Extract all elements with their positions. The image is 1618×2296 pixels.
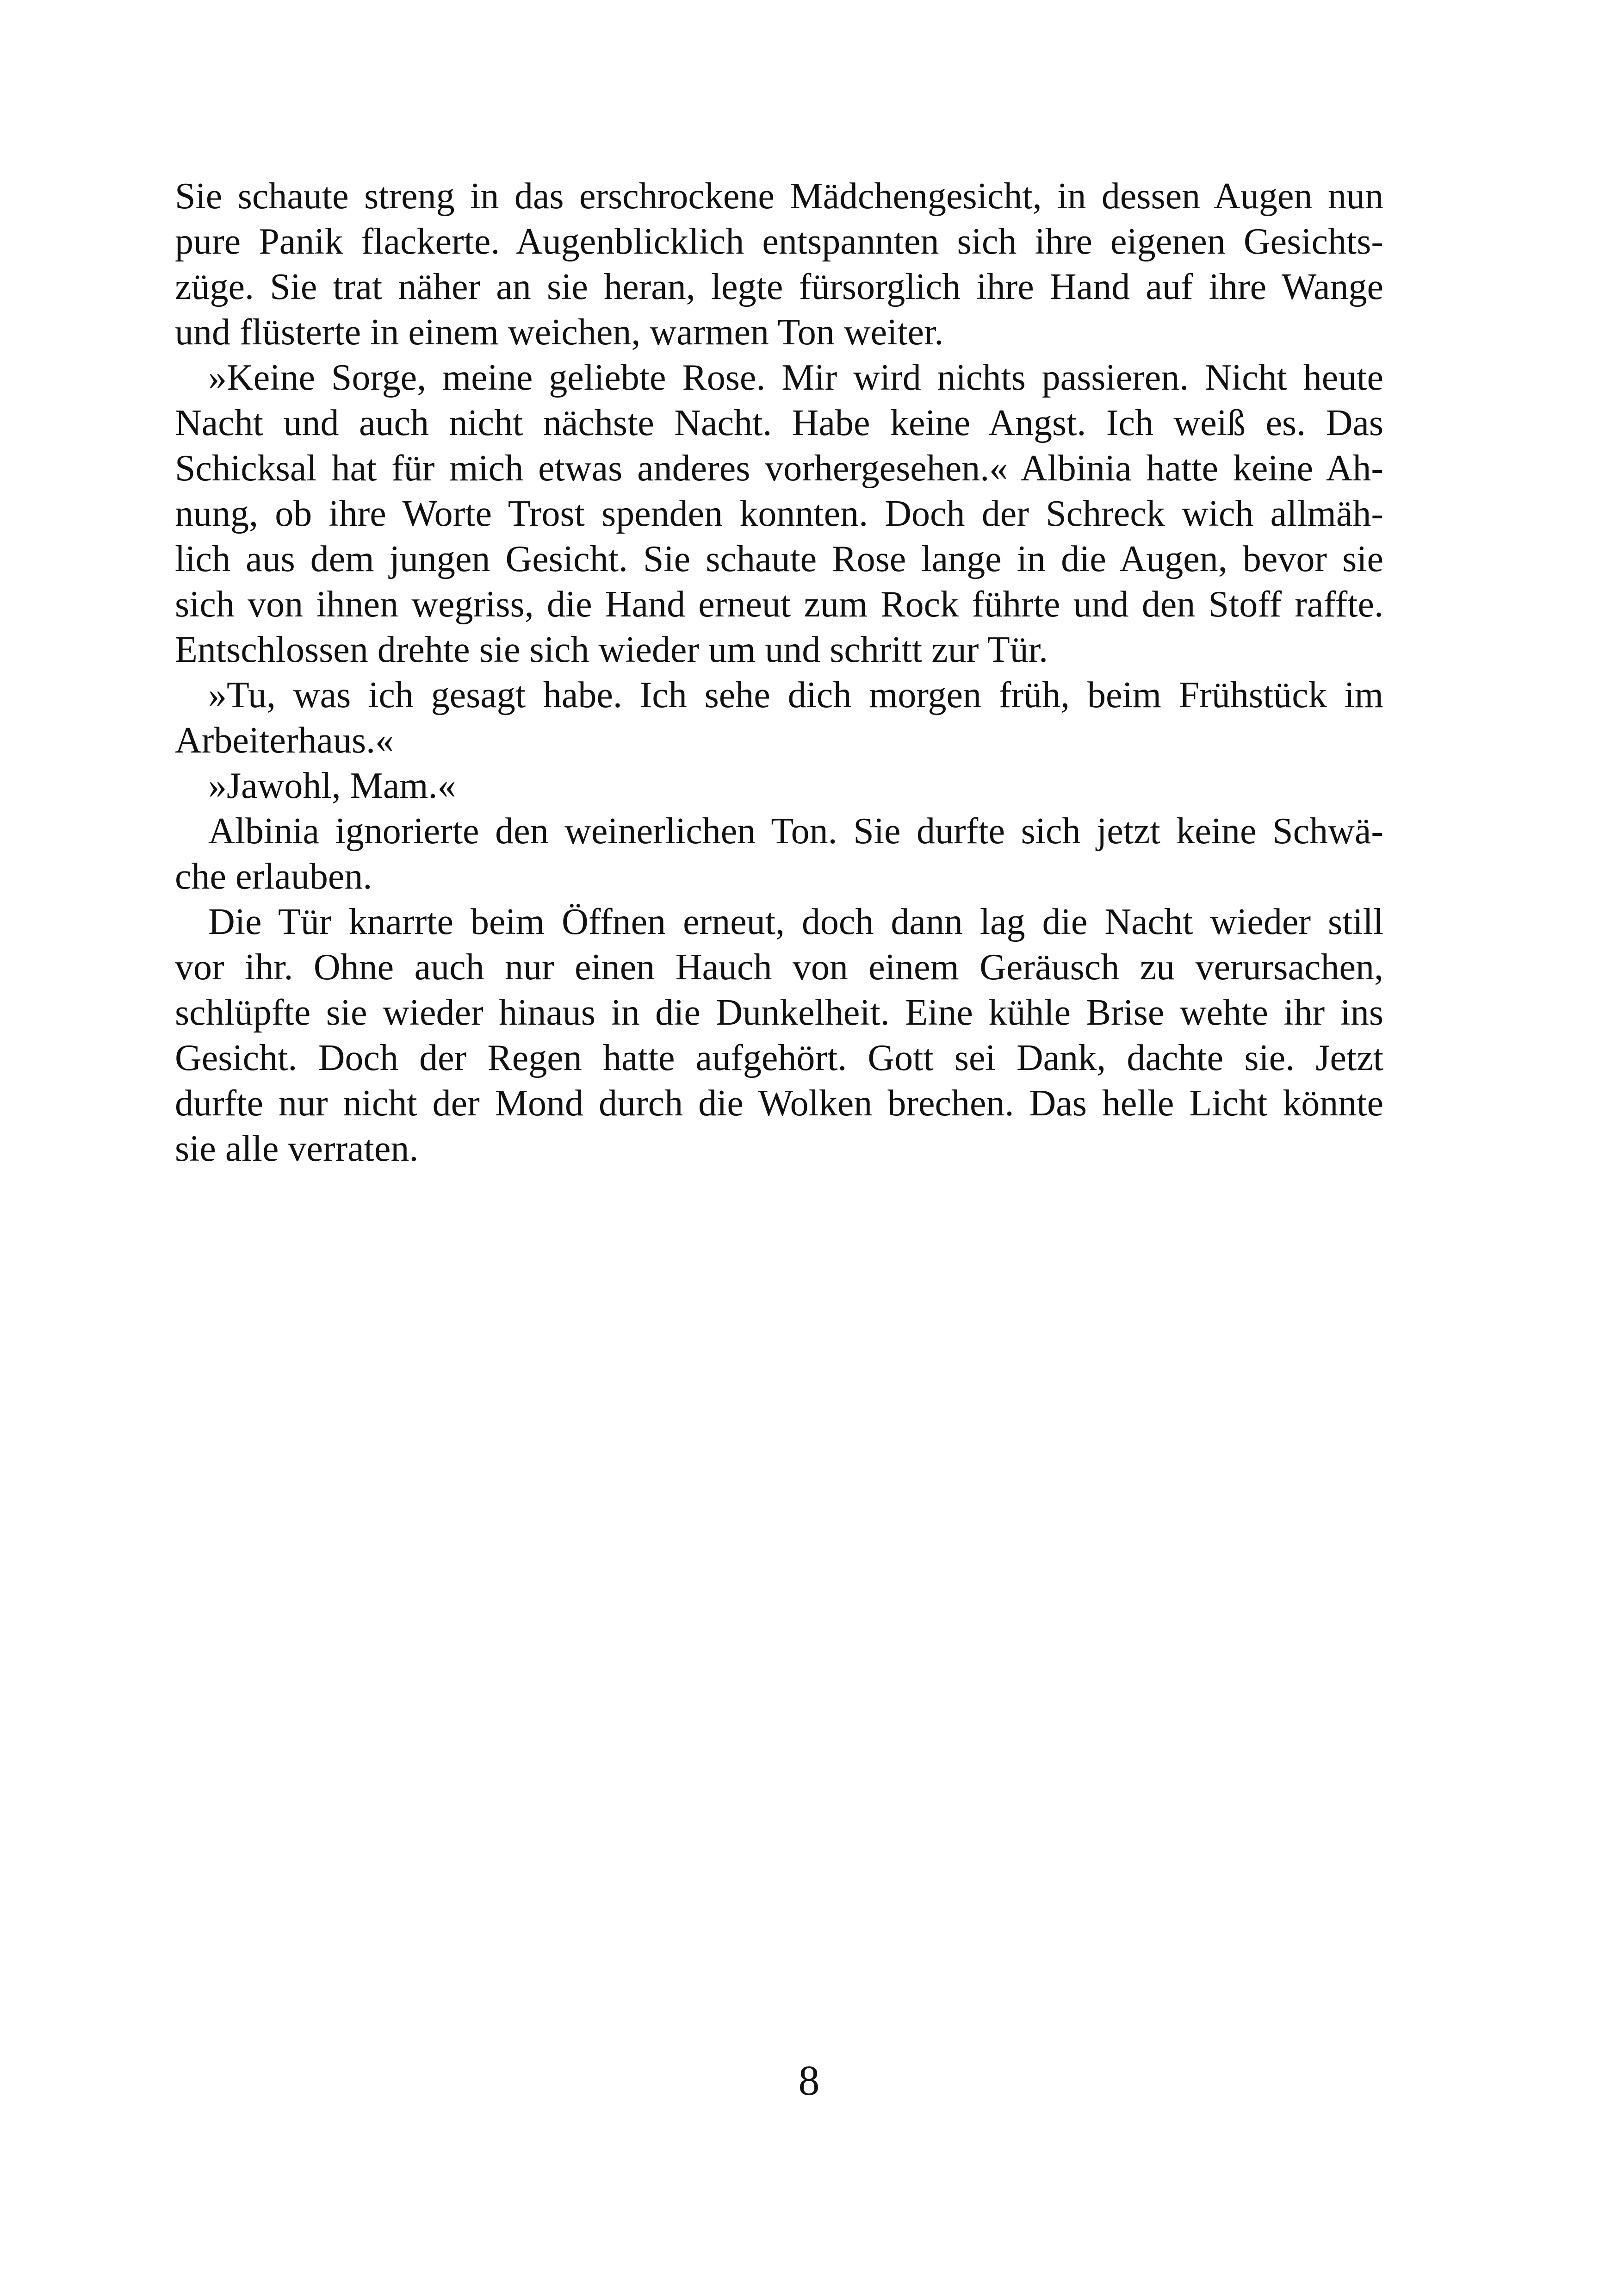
text-line: sie alle verraten. bbox=[175, 1128, 419, 1169]
page-number: 8 bbox=[798, 2057, 820, 2104]
body-text bbox=[175, 174, 1383, 1171]
paragraph bbox=[175, 763, 1383, 809]
text-line: che erlauben. bbox=[175, 856, 372, 897]
text-line: »Jawohl, Mam.« bbox=[208, 765, 456, 806]
text-line: sich von ihnen wegriss, die Hand erneut zum Rock führte und den Stoff raffte. bbox=[175, 584, 1383, 625]
paragraph bbox=[175, 672, 1383, 763]
text-line: Sie schaute streng in das erschrockene Mädchengesicht, in dessen Augen nun bbox=[175, 176, 1383, 217]
paragraph bbox=[175, 355, 1383, 672]
text-line: und flüsterte in einem weichen, warmen Ton weiter. bbox=[175, 312, 944, 353]
text-line: schlüpfte sie wieder hinaus in die Dunkelheit. Eine kühle Brise wehte ihr ins bbox=[175, 992, 1383, 1033]
text-line: Entschlossen drehte sie sich wieder um und schritt zur Tür. bbox=[175, 629, 1048, 670]
text-line: züge. Sie trat näher an sie heran, legte fürsorglich ihre Hand auf ihre Wange bbox=[175, 267, 1383, 307]
text-line: Gesicht. Doch der Regen hatte aufgehört. Gott sei Dank, dachte sie. Jetzt bbox=[175, 1038, 1383, 1078]
paragraph bbox=[175, 174, 1383, 355]
text-line: Albinia ignorierte den weinerlichen Ton. Sie durfte sich jetzt keine Schwä- bbox=[208, 811, 1383, 852]
text-line: Nacht und auch nicht nächste Nacht. Habe keine Angst. Ich weiß es. Das bbox=[175, 403, 1383, 443]
text-line: lich aus dem jungen Gesicht. Sie schaute Rose lange in die Augen, bevor sie bbox=[175, 539, 1383, 579]
text-line: vor ihr. Ohne auch nur einen Hauch von einem Geräusch zu verursachen, bbox=[175, 947, 1383, 988]
text-line: Arbeiterhaus.« bbox=[175, 720, 394, 761]
text-line: »Tu, was ich gesagt habe. Ich sehe dich morgen früh, beim Frühstück im bbox=[208, 675, 1383, 716]
paragraph bbox=[175, 809, 1383, 899]
text-line: Schicksal hat für mich etwas anderes vorhergesehen.« Albinia hatte keine Ah- bbox=[175, 448, 1383, 489]
text-line: pure Panik flackerte. Augenblicklich entspannten sich ihre eigenen Gesichts- bbox=[175, 221, 1383, 262]
text-line: »Keine Sorge, meine geliebte Rose. Mir wird nichts passieren. Nicht heute bbox=[208, 357, 1383, 398]
text-line: nung, ob ihre Worte Trost spenden konnten. Doch der Schreck wich allmäh- bbox=[175, 493, 1383, 534]
text-line: durfte nur nicht der Mond durch die Wolken brechen. Das helle Licht könnte bbox=[175, 1083, 1383, 1124]
paragraph bbox=[175, 899, 1383, 1171]
text-line: Die Tür knarrte beim Öffnen erneut, doch dann lag die Nacht wieder still bbox=[208, 902, 1383, 942]
